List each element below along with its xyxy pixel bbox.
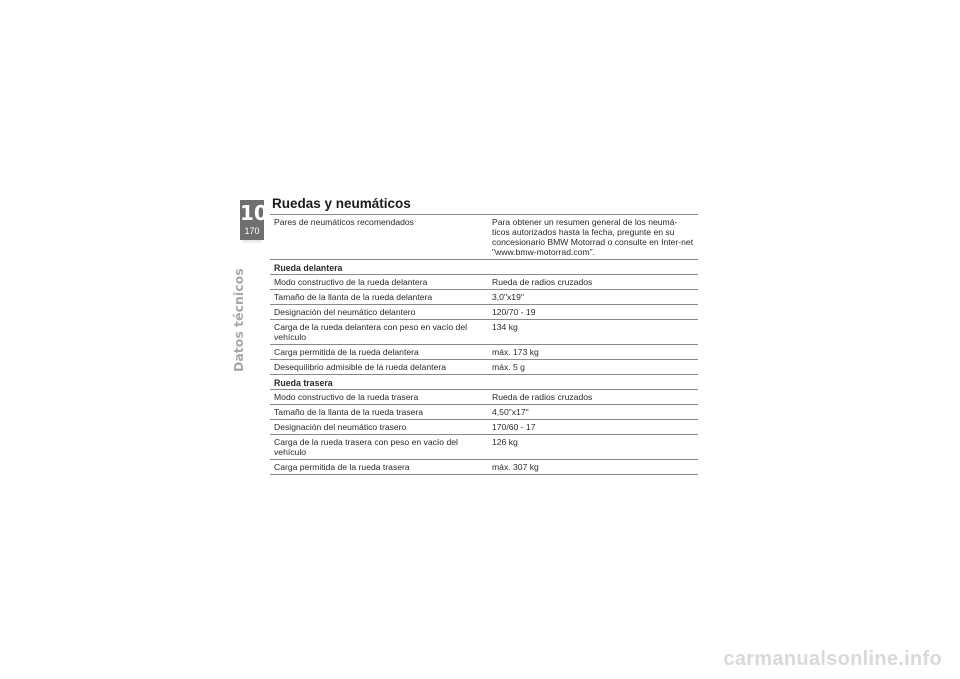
spec-value: Rueda de radios cruzados [486,275,698,290]
spec-label: Tamaño de la llanta de la rueda trasera [270,405,486,420]
spec-label: Designación del neumático trasero [270,420,486,435]
spec-value: 3,0"x19" [486,290,698,305]
table-row [270,305,698,320]
spec-label: Modo constructivo de la rueda delantera [270,275,486,290]
spec-label: Carga de la rueda delantera con peso en vacío del vehículo [270,320,486,345]
chapter-side-label: Datos técnicos [231,268,246,372]
section-heading-rear: Rueda trasera [270,375,698,390]
section-heading-front: Rueda delantera [270,260,698,275]
table-row [270,460,698,475]
spec-value: máx. 5 g [486,360,698,375]
table-row [270,320,698,345]
table-row [270,435,698,460]
spec-value: 134 kg [486,320,698,345]
table-row [270,290,698,305]
spec-value: 120/70 - 19 [486,305,698,320]
spec-label: Carga de la rueda trasera con peso en vacío del vehículo [270,435,486,460]
specs-table [270,214,698,475]
spec-value: 126 kg [486,435,698,460]
table-row [270,405,698,420]
table-row [270,345,698,360]
spec-value: máx. 173 kg [486,345,698,360]
spec-label: Tamaño de la llanta de la rueda delantera [270,290,486,305]
table-row [270,275,698,290]
section-title: Ruedas y neumáticos [272,196,411,211]
spec-value: 170/60 - 17 [486,420,698,435]
watermark: carmanualsonline.info [723,648,942,670]
spec-value: Rueda de radios cruzados [486,390,698,405]
page-number: 170 [244,226,260,236]
spec-label: Modo constructivo de la rueda trasera [270,390,486,405]
table-row [270,360,698,375]
spec-label: Carga permitida de la rueda trasera [270,460,486,475]
spec-label: Designación del neumático delantero [270,305,486,320]
table-row [270,420,698,435]
tab-underline [242,240,262,244]
chapter-tab [240,200,268,240]
spec-label: Carga permitida de la rueda delantera [270,345,486,360]
spec-value: máx. 307 kg [486,460,698,475]
spec-value: Para obtener un resumen general de los neumá-ticos autorizados hasta la fecha, pregunte en su concesionario BMW Motorrad o consulte en Inter-net "www.bmw-motorrad.com". [486,215,698,260]
spec-label: Pares de neumáticos recomendados [270,215,486,260]
table-row [270,390,698,405]
table-row [270,215,698,260]
spec-label: Desequilibrio admisible de la rueda delantera [270,360,486,375]
chapter-number: 10 [240,201,268,225]
section-heading-row [270,260,698,275]
section-heading-row [270,375,698,390]
spec-value: 4,50"x17" [486,405,698,420]
